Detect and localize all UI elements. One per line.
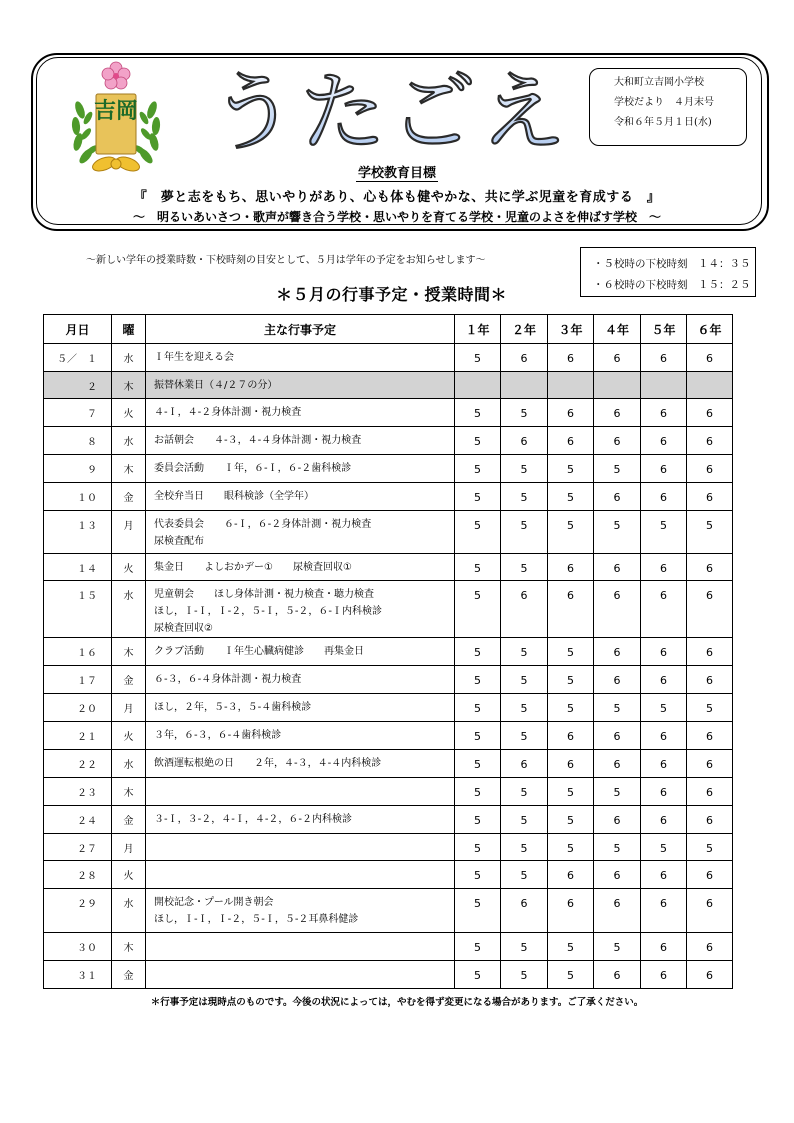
table-row xyxy=(44,889,733,933)
grade-6-periods: 6 xyxy=(687,399,733,427)
grade-2-periods: 5 xyxy=(501,834,548,861)
header-grade-2: ２年 xyxy=(501,315,548,344)
grade-2-periods: 5 xyxy=(501,399,548,427)
grade-1-periods: 5 xyxy=(455,344,501,372)
row-day-of-week: 水 xyxy=(112,581,146,638)
header-day: 曜 xyxy=(112,315,146,344)
grade-2-periods: 5 xyxy=(501,778,548,806)
grade-3-periods: 6 xyxy=(548,344,594,372)
row-events xyxy=(146,666,455,694)
row-day-of-week: 月 xyxy=(112,694,146,722)
grade-4-periods: 6 xyxy=(594,750,641,778)
header-grade-6: ６年 xyxy=(687,315,733,344)
grade-2-periods: 5 xyxy=(501,694,548,722)
grade-2-periods: 6 xyxy=(501,581,548,638)
section-title: ＊５月の行事予定・授業時間＊ xyxy=(276,285,508,304)
table-row xyxy=(44,638,733,666)
row-date: １０ xyxy=(44,483,112,511)
grade-4-periods: 6 xyxy=(594,554,641,581)
table-row xyxy=(44,399,733,427)
grade-4-periods: 6 xyxy=(594,344,641,372)
row-events xyxy=(146,961,455,989)
issue-label: 学校だより ４月末号 xyxy=(614,97,714,108)
grade-5-periods xyxy=(641,372,687,399)
row-day-of-week: 金 xyxy=(112,666,146,694)
grade-6-periods xyxy=(687,372,733,399)
event-line: ６-３，６-４身体計測・視力検査 xyxy=(154,674,302,685)
event-line: 代表委員会 ６-Ｉ，６-２身体計測・視力検査 xyxy=(154,519,372,530)
grade-1-periods: 5 xyxy=(455,399,501,427)
row-events xyxy=(146,511,455,554)
table-row xyxy=(44,483,733,511)
event-line: 児童朝会 ほし身体計測・視力検査・聴力検査 xyxy=(154,589,374,600)
grade-5-periods: 6 xyxy=(641,750,687,778)
grade-1-periods: 5 xyxy=(455,750,501,778)
grade-3-periods: 5 xyxy=(548,483,594,511)
grade-5-periods: 6 xyxy=(641,722,687,750)
grade-5-periods: 5 xyxy=(641,511,687,554)
row-day-of-week: 火 xyxy=(112,554,146,581)
grade-4-periods: 6 xyxy=(594,427,641,455)
header-date: 月日 xyxy=(44,315,112,344)
grade-3-periods: 6 xyxy=(548,427,594,455)
grade-1-periods: 5 xyxy=(455,694,501,722)
grade-2-periods: 5 xyxy=(501,483,548,511)
event-line: 開校記念・プール開き朝会 xyxy=(154,897,274,908)
row-events xyxy=(146,455,455,483)
row-events xyxy=(146,638,455,666)
row-date: ７ xyxy=(44,399,112,427)
grade-6-periods: 6 xyxy=(687,933,733,961)
grade-1-periods: 5 xyxy=(455,834,501,861)
grade-6-periods: 6 xyxy=(687,581,733,638)
row-day-of-week: 火 xyxy=(112,722,146,750)
grade-2-periods: 5 xyxy=(501,961,548,989)
grade-3-periods: 5 xyxy=(548,666,594,694)
grade-1-periods: 5 xyxy=(455,581,501,638)
table-row xyxy=(44,372,733,399)
grade-4-periods: 6 xyxy=(594,889,641,933)
row-date: ２３ xyxy=(44,778,112,806)
grade-6-periods: 6 xyxy=(687,750,733,778)
event-line: 尿検査配布 xyxy=(154,536,204,547)
grade-6-periods: 6 xyxy=(687,722,733,750)
grade-6-periods: 6 xyxy=(687,427,733,455)
grade-2-periods xyxy=(501,372,548,399)
grade-1-periods xyxy=(455,372,501,399)
table-row xyxy=(44,861,733,889)
grade-4-periods: 6 xyxy=(594,399,641,427)
row-day-of-week: 月 xyxy=(112,834,146,861)
grade-6-periods: 6 xyxy=(687,806,733,834)
row-day-of-week: 火 xyxy=(112,861,146,889)
event-line: ３年，６-３，６-４歯科検診 xyxy=(154,730,282,741)
grade-5-periods: 6 xyxy=(641,483,687,511)
grade-4-periods xyxy=(594,372,641,399)
dismissal-times-box xyxy=(580,247,756,297)
row-day-of-week: 木 xyxy=(112,455,146,483)
row-events xyxy=(146,554,455,581)
dismissal-time-5: ・５校時の下校時刻 １４：３５ xyxy=(593,258,751,270)
svg-text:うたごえ: うたごえ xyxy=(210,63,570,160)
grade-5-periods: 6 xyxy=(641,399,687,427)
goal-title: 学校教育目標 xyxy=(357,166,436,181)
row-date: １５ xyxy=(44,581,112,638)
grade-2-periods: 6 xyxy=(501,889,548,933)
row-events xyxy=(146,889,455,933)
row-date: ２４ xyxy=(44,806,112,834)
grade-3-periods: 6 xyxy=(548,750,594,778)
row-events xyxy=(146,581,455,638)
event-line: お話朝会 ４-３，４-４身体計測・視力検査 xyxy=(154,435,362,446)
row-day-of-week: 木 xyxy=(112,638,146,666)
grade-1-periods: 5 xyxy=(455,961,501,989)
svg-text:吉岡: 吉岡 xyxy=(93,99,139,124)
grade-3-periods: 5 xyxy=(548,933,594,961)
grade-3-periods: 5 xyxy=(548,961,594,989)
event-line: 振替休業日（４/２７の分） xyxy=(154,380,278,391)
event-line: クラブ活動 Ｉ年生心臓病健診 再集金日 xyxy=(154,646,364,657)
row-date: ９ xyxy=(44,455,112,483)
row-date: ３１ xyxy=(44,961,112,989)
grade-2-periods: 5 xyxy=(501,455,548,483)
grade-4-periods: 5 xyxy=(594,694,641,722)
grade-5-periods: 5 xyxy=(641,694,687,722)
event-line: ほし，２年，５-３，５-４歯科検診 xyxy=(154,702,312,713)
grade-1-periods: 5 xyxy=(455,889,501,933)
event-line: 集金日 よしおかデー① 尿検査回収① xyxy=(154,562,352,573)
grade-6-periods: 5 xyxy=(687,511,733,554)
row-events xyxy=(146,806,455,834)
row-day-of-week: 水 xyxy=(112,344,146,372)
grade-2-periods: 5 xyxy=(501,806,548,834)
row-events xyxy=(146,933,455,961)
grade-2-periods: 5 xyxy=(501,554,548,581)
row-day-of-week: 水 xyxy=(112,889,146,933)
grade-5-periods: 6 xyxy=(641,554,687,581)
row-events xyxy=(146,778,455,806)
table-row xyxy=(44,778,733,806)
row-events xyxy=(146,344,455,372)
event-line: 全校弁当日 眼科検診（全学年） xyxy=(154,491,314,502)
row-date: １３ xyxy=(44,511,112,554)
grade-1-periods: 5 xyxy=(455,666,501,694)
grade-4-periods: 6 xyxy=(594,638,641,666)
table-row xyxy=(44,694,733,722)
row-day-of-week: 水 xyxy=(112,750,146,778)
grade-4-periods: 5 xyxy=(594,511,641,554)
row-events xyxy=(146,834,455,861)
grade-5-periods: 6 xyxy=(641,933,687,961)
school-goal-subtitle: ～ 明るいあいさつ・歌声が響き合う学校・思いやりを育てる学校・児童のよさを伸ばす学校 ～ xyxy=(132,210,661,224)
grade-3-periods: 5 xyxy=(548,638,594,666)
newsletter-title-logo xyxy=(200,60,580,160)
grade-3-periods: 6 xyxy=(548,722,594,750)
row-events xyxy=(146,483,455,511)
grade-3-periods xyxy=(548,372,594,399)
event-line: ４-Ｉ，４-２身体計測・視力検査 xyxy=(154,407,302,418)
notice-text: ～新しい学年の授業時数・下校時刻の目安として、５月は学年の予定をお知らせします～ xyxy=(86,255,486,266)
grade-3-periods: 5 xyxy=(548,806,594,834)
table-row xyxy=(44,511,733,554)
grade-5-periods: 6 xyxy=(641,961,687,989)
header-grade-4: ４年 xyxy=(594,315,641,344)
header-grade-1: １年 xyxy=(455,315,501,344)
grade-3-periods: 5 xyxy=(548,455,594,483)
grade-4-periods: 6 xyxy=(594,722,641,750)
grade-5-periods: 6 xyxy=(641,638,687,666)
grade-5-periods: 6 xyxy=(641,344,687,372)
row-events xyxy=(146,427,455,455)
grade-3-periods: 6 xyxy=(548,399,594,427)
grade-6-periods: 6 xyxy=(687,344,733,372)
grade-6-periods: 6 xyxy=(687,554,733,581)
dismissal-time-6: ・６校時の下校時刻 １５：２５ xyxy=(593,279,751,291)
row-day-of-week: 金 xyxy=(112,961,146,989)
table-row xyxy=(44,834,733,861)
grade-4-periods: 6 xyxy=(594,581,641,638)
table-row xyxy=(44,554,733,581)
event-line: 飲酒運転根絶の日 ２年，４-３，４-４内科検診 xyxy=(154,758,382,769)
grade-3-periods: 5 xyxy=(548,834,594,861)
grade-1-periods: 5 xyxy=(455,933,501,961)
school-name: 大和町立吉岡小学校 xyxy=(614,77,704,88)
grade-3-periods: 6 xyxy=(548,861,594,889)
grade-6-periods: 6 xyxy=(687,778,733,806)
row-day-of-week: 月 xyxy=(112,511,146,554)
row-day-of-week: 金 xyxy=(112,483,146,511)
grade-4-periods: 5 xyxy=(594,933,641,961)
event-line: Ｉ年生を迎える会 xyxy=(154,352,234,363)
grade-2-periods: 6 xyxy=(501,344,548,372)
row-events xyxy=(146,694,455,722)
grade-6-periods: 6 xyxy=(687,889,733,933)
grade-5-periods: 6 xyxy=(641,778,687,806)
row-date: ２７ xyxy=(44,834,112,861)
row-date: ２ xyxy=(44,372,112,399)
grade-3-periods: 5 xyxy=(548,511,594,554)
row-date: ３０ xyxy=(44,933,112,961)
event-line: ほし，Ｉ-Ｉ，Ｉ-２，５-Ｉ，５-２耳鼻科健診 xyxy=(154,914,359,925)
header-grade-5: ５年 xyxy=(641,315,687,344)
grade-4-periods: 6 xyxy=(594,483,641,511)
header-events: 主な行事予定 xyxy=(146,315,455,344)
row-events xyxy=(146,399,455,427)
grade-1-periods: 5 xyxy=(455,638,501,666)
grade-6-periods: 6 xyxy=(687,666,733,694)
grade-1-periods: 5 xyxy=(455,861,501,889)
event-line: 委員会活動 Ｉ年，６-Ｉ，６-２歯科検診 xyxy=(154,463,352,474)
grade-3-periods: 5 xyxy=(548,778,594,806)
header-grade-3: ３年 xyxy=(548,315,594,344)
issue-info-box xyxy=(589,68,747,146)
row-date: ２２ xyxy=(44,750,112,778)
table-row xyxy=(44,666,733,694)
row-date: １７ xyxy=(44,666,112,694)
grade-1-periods: 5 xyxy=(455,554,501,581)
grade-6-periods: 5 xyxy=(687,694,733,722)
row-date: ２８ xyxy=(44,861,112,889)
row-date: ２０ xyxy=(44,694,112,722)
grade-1-periods: 5 xyxy=(455,455,501,483)
row-date: ２９ xyxy=(44,889,112,933)
grade-6-periods: 6 xyxy=(687,483,733,511)
grade-4-periods: 5 xyxy=(594,778,641,806)
grade-2-periods: 6 xyxy=(501,750,548,778)
table-row xyxy=(44,344,733,372)
event-line: ３-Ｉ，３-２，４-Ｉ，４-２，６-２内科検診 xyxy=(154,814,353,825)
row-events xyxy=(146,372,455,399)
row-events xyxy=(146,722,455,750)
grade-6-periods: 5 xyxy=(687,834,733,861)
grade-1-periods: 5 xyxy=(455,778,501,806)
grade-1-periods: 5 xyxy=(455,483,501,511)
grade-4-periods: 6 xyxy=(594,806,641,834)
row-day-of-week: 火 xyxy=(112,399,146,427)
grade-2-periods: 5 xyxy=(501,666,548,694)
grade-2-periods: 5 xyxy=(501,933,548,961)
row-date: １６ xyxy=(44,638,112,666)
grade-2-periods: 5 xyxy=(501,638,548,666)
table-row xyxy=(44,933,733,961)
grade-3-periods: 6 xyxy=(548,554,594,581)
grade-2-periods: 5 xyxy=(501,722,548,750)
grade-1-periods: 5 xyxy=(455,806,501,834)
grade-5-periods: 6 xyxy=(641,861,687,889)
grade-2-periods: 6 xyxy=(501,427,548,455)
grade-4-periods: 6 xyxy=(594,961,641,989)
row-day-of-week: 木 xyxy=(112,933,146,961)
grade-5-periods: 6 xyxy=(641,455,687,483)
table-row xyxy=(44,581,733,638)
grade-1-periods: 5 xyxy=(455,427,501,455)
event-line: 尿検査回収② xyxy=(154,623,213,634)
row-date: ５／ １ xyxy=(44,344,112,372)
table-row xyxy=(44,455,733,483)
grade-5-periods: 6 xyxy=(641,427,687,455)
grade-5-periods: 6 xyxy=(641,581,687,638)
grade-6-periods: 6 xyxy=(687,455,733,483)
row-day-of-week: 木 xyxy=(112,778,146,806)
schedule-table xyxy=(43,314,733,989)
grade-4-periods: 6 xyxy=(594,666,641,694)
grade-5-periods: 6 xyxy=(641,889,687,933)
grade-6-periods: 6 xyxy=(687,961,733,989)
grade-2-periods: 5 xyxy=(501,511,548,554)
row-date: ８ xyxy=(44,427,112,455)
row-day-of-week: 水 xyxy=(112,427,146,455)
grade-4-periods: 5 xyxy=(594,455,641,483)
row-events xyxy=(146,861,455,889)
grade-4-periods: 5 xyxy=(594,834,641,861)
row-date: ２１ xyxy=(44,722,112,750)
grade-3-periods: 5 xyxy=(548,694,594,722)
event-line: ほし，Ｉ-Ｉ，Ｉ-２，５-Ｉ，５-２，６-Ｉ内科検診 xyxy=(154,606,383,617)
grade-2-periods: 5 xyxy=(501,861,548,889)
grade-5-periods: 5 xyxy=(641,834,687,861)
grade-1-periods: 5 xyxy=(455,722,501,750)
row-day-of-week: 金 xyxy=(112,806,146,834)
grade-5-periods: 6 xyxy=(641,666,687,694)
row-events xyxy=(146,750,455,778)
school-goal: 『 夢と志をもち、思いやりがあり、心も体も健やかな、共に学ぶ児童を育成する 』 xyxy=(133,190,661,205)
grade-6-periods: 6 xyxy=(687,861,733,889)
grade-3-periods: 6 xyxy=(548,581,594,638)
table-header-row xyxy=(44,315,733,344)
row-day-of-week: 木 xyxy=(112,372,146,399)
grade-5-periods: 6 xyxy=(641,806,687,834)
grade-3-periods: 6 xyxy=(548,889,594,933)
row-date: １４ xyxy=(44,554,112,581)
issue-date: 令和６年５月１日(水) xyxy=(614,117,712,128)
grade-4-periods: 6 xyxy=(594,861,641,889)
grade-6-periods: 6 xyxy=(687,638,733,666)
grade-1-periods: 5 xyxy=(455,511,501,554)
table-row xyxy=(44,750,733,778)
table-row xyxy=(44,806,733,834)
footnote: ＊行事予定は現時点のものです。今後の状況によっては，やむを得ず変更になる場合があります。ご了承ください。 xyxy=(150,997,644,1008)
table-row xyxy=(44,722,733,750)
table-row xyxy=(44,427,733,455)
table-row xyxy=(44,961,733,989)
